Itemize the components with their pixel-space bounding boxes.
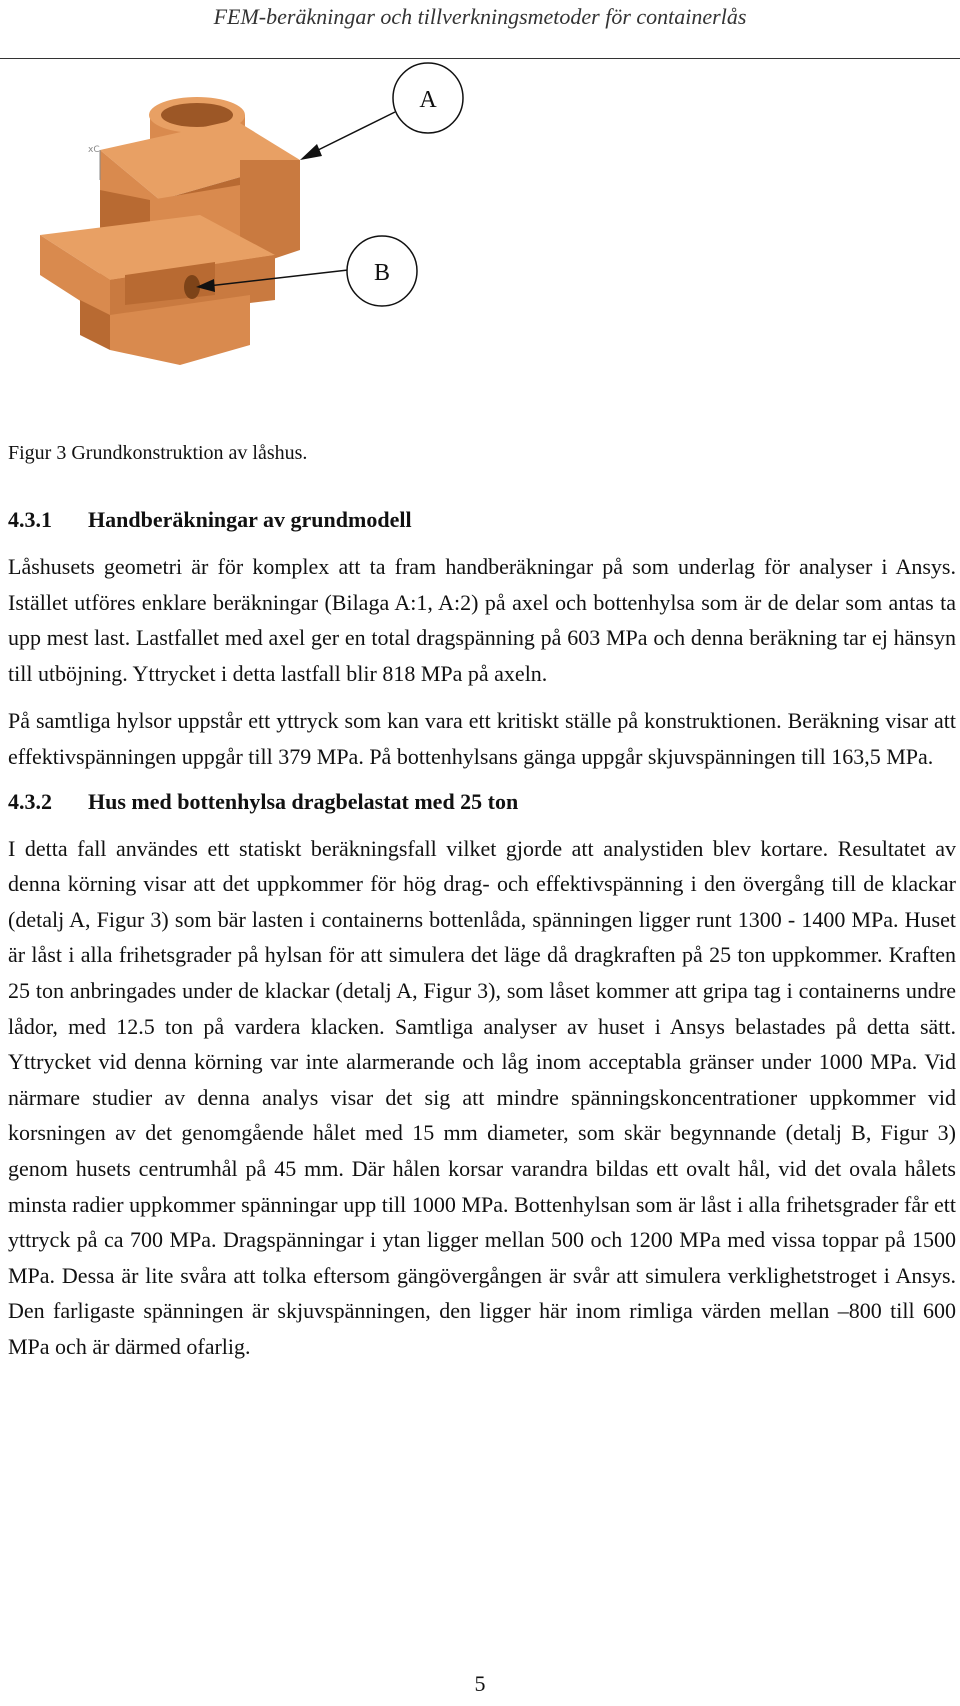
callout-a-arrowhead [300, 144, 322, 160]
lock-housing-figure [0, 60, 960, 440]
running-title: FEM-beräkningar och tillverkningsmetoder för containerlås [213, 4, 747, 29]
paragraph: I detta fall användes ett statiskt beräkningsfall vilket gjorde att analystiden blev kortare. Resultatet av denna körning visar att det uppkommer för hög drag- och effektivspänning i den övergång till de klackar (detalj A, Figur 3) som bär lasten i containerns bottenlåda, spänningen ligger runt 1300 - 1400 MPa. Huset är låst i alla frihetsgrader på hylsan för att simulera det läge då dragkraften på 25 ton uppkommer. Kraften 25 ton anbringades under de klackar (detalj A, Figur 3), som låset kommer att gripa tag i containerns undre lådor, med 12.5 ton på vardera klacken. Samtliga analyser av huset i Ansys belastades på detta sätt. Yttrycket vid denna körning var inte alarmerande och låg inom acceptabla gränser under 1000 MPa. Vid närmare studier av denna analys visar det sig att mindre spänningskoncentrationer uppkommer vid korsningen av det genomgående hålet med 15 mm diameter, som skär begynnande (detalj B, Figur 3) genom husets centrumhål på 45 mm. Där hålen korsar varandra bildas ett ovalt hål, vid det ovala hålets minsta radier uppkommer spänningar upp till 1000 MPa. Bottenhylsan som är låst i alla frihetsgrader får ett yttryck på ca 700 MPa. Dragspänningar i ytan ligger mellan 500 och 1200 MPa med vissa toppar på 1500 MPa. Dessa är lite svåra att tolka eftersom gängövergången är svår att simulera verklighetstroget i Ansys. Den farligaste spänningen är skjuvspänningen, den ligger här inom rimliga värden mellan –800 till 600 MPa och är därmed ofarlig. [8, 835, 956, 1359]
section-heading-4-3-1 [8, 505, 956, 535]
figure-3 [0, 60, 960, 440]
page-number: 5 [474, 1671, 486, 1696]
section-title: Handberäkningar av grundmodell [88, 507, 412, 532]
axis-label: xC [88, 145, 100, 155]
section-title: Hus med bottenhylsa dragbelastat med 25 ton [88, 788, 519, 814]
paragraph: På samtliga hylsor uppstår ett yttryck som kan vara ett kritiskt ställe på konstruktionen. Beräkning visar att effektivspänningen uppgår till 379 MPa. På bottenhylsans gänga uppgår skjuvspänningen till 163,5 MPa. [8, 708, 956, 769]
paragraph: Låshusets geometri är för komplex att ta fram handberäkningar på som underlag för analyser i Ansys. Istället utföres enklare beräkningar (Bilaga A:1, A:2) på axel och bottenhylsa som är de delar som antas ta upp mest last. Lastfallet med axel ger en total dragspänning på 603 MPa och denna beräkning tar ej hänsyn till utböjning. Yttrycket i detta lastfall blir 818 MPa på axeln. [8, 554, 956, 686]
callout-b-label: B [373, 260, 391, 286]
running-header [0, 0, 960, 46]
section-heading-4-3-2 [8, 787, 956, 817]
section-number: 4.3.1 [8, 507, 52, 532]
header-divider [0, 58, 960, 59]
callout-a-label: A [419, 87, 437, 113]
section-number: 4.3.2 [8, 788, 52, 814]
callout-a-leader [308, 112, 395, 155]
page-content [8, 505, 956, 1376]
figure-caption: Figur 3 Grundkonstruktion av låshus. [8, 442, 308, 464]
